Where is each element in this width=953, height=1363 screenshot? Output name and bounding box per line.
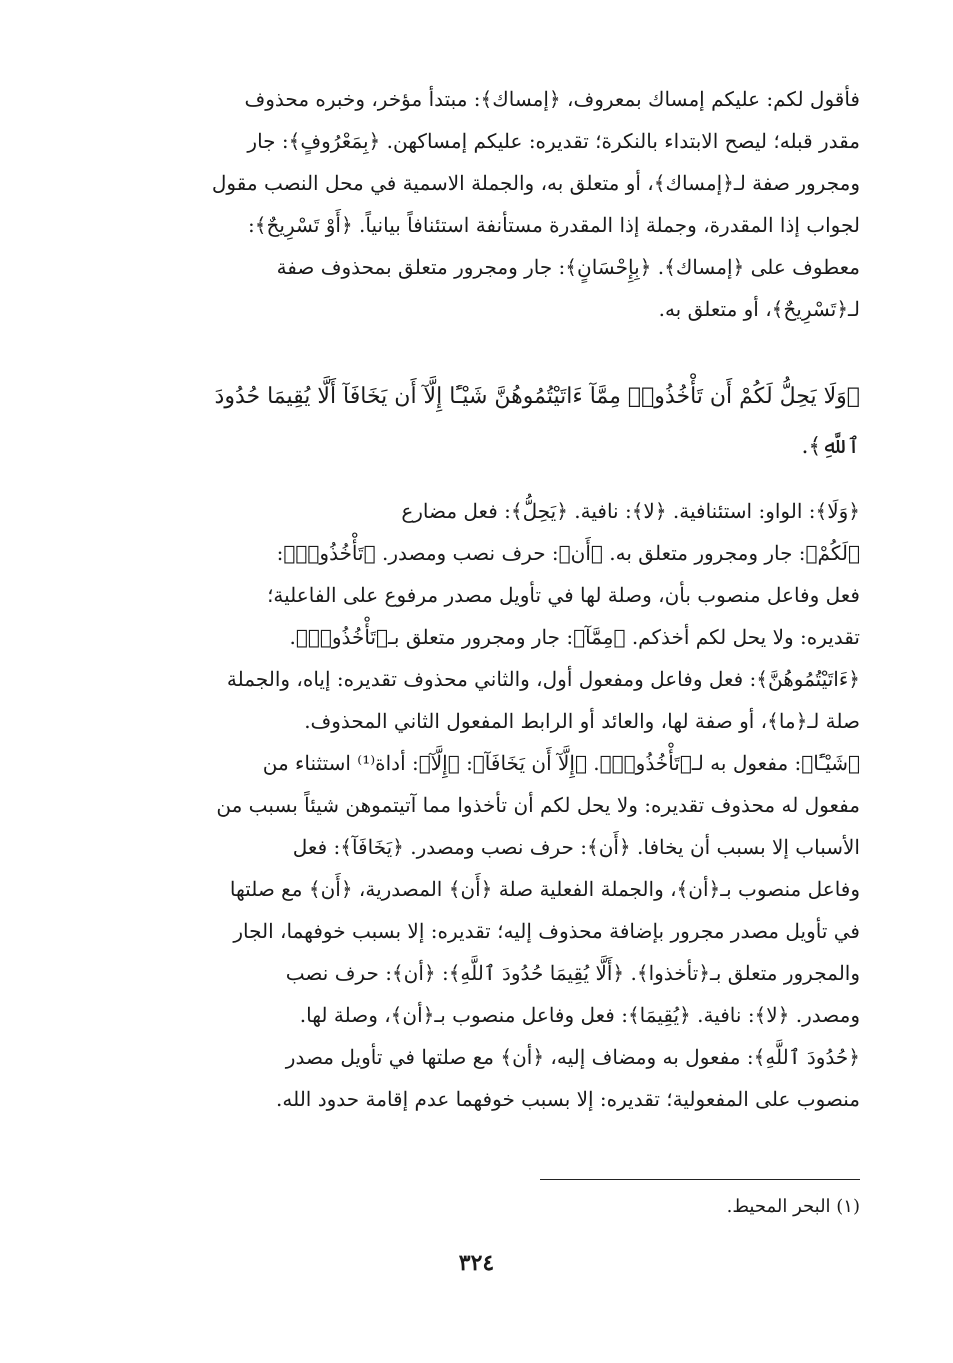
text-line: معطوف على ﴿إمساك﴾. ﴿بِإِحْسَانٍ﴾: جار ومجرور متعلق بمحذوف صفة (276, 255, 860, 279)
text-line: الأسباب إلا بسبب أن يخافا. ﴿أَن﴾: حرف نصب ومصدر. ﴿يَخَافَآ﴾: فعل (292, 835, 860, 859)
quran-verse (90, 372, 860, 472)
text-line: صلة لـ﴿ما﴾، أو صفة لها، والعائد أو الرابط المفعول الثاني المحذوف. (304, 709, 860, 733)
text-line: ومصدر. ﴿لا﴾: نافية. ﴿يُقِيمَا﴾: فعل وفاعل منصوب بـ﴿أن﴾، وصلة لها. (299, 1003, 860, 1027)
text-line: لـ﴿تَسْرِيحٌ﴾، أو متعلق به. (658, 297, 860, 321)
text-line: ﴿ءَاتَيْتُمُوهُنَّ﴾: فعل وفاعل ومفعول أول، والثاني محذوف تقديره: إياه، والجملة (226, 667, 860, 691)
text-line: والمجرور متعلق بـ﴿تأخذوا﴾. ﴿أَلَّا يُقِيمَا حُدُودَ ٱللَّهِ﴾: ﴿أن﴾: حرف نصب (285, 961, 860, 985)
text-line: لجواب إذا المقدرة، وجملة إذا المقدرة مستأنفة استئنافاً بيانياً. ﴿أَوْ تَسْرِيحٌ﴾: (248, 213, 860, 237)
footnote-separator (540, 1179, 860, 1180)
verse-line: ٱللَّهِ﴾. (801, 434, 860, 459)
text-line: ﴿حُدُودَ ٱللَّهِ﴾: مفعول به ومضاف إليه، ﴿أن﴾ مع صلتها في تأويل مصدر (285, 1045, 860, 1069)
text-line: فعل وفاعل منصوب بأن، وصلة لها في تأويل مصدر مرفوع على الفاعلية؛ (267, 583, 860, 607)
paragraph-grammar-analysis-1 (90, 78, 860, 330)
text-line: تقديره: ولا يحل لكم أخذكم. ﴿مِمَّآ﴾: جار ومجرور متعلق بـ﴿تَأْخُذُوا۟﴾. (289, 625, 860, 649)
text-line: منصوب على المفعولية؛ تقديره: إلا بسبب خوفهما عدم إقامة حدود الله. (276, 1087, 860, 1111)
text-line: في تأويل مصدر مجرور بإضافة محذوف إليه؛ تقديره: إلا بسبب خوفهما، الجار (233, 919, 860, 943)
footnote: (١) البحر المحيط. (726, 1196, 860, 1217)
text-line: فأقول لكم: عليكم إمساك بمعروف، ﴿إمساك﴾: مبتدأ مؤخر، وخبره محذوف (244, 87, 860, 111)
paragraph-grammar-analysis-2 (90, 490, 860, 1120)
text-line: ﴿وَلَا﴾: الواو: استئنافية. ﴿لا﴾: نافية. ﴿يَحِلُّ﴾: فعل مضارع (401, 499, 860, 523)
text-line: ومجرور صفة لـ﴿إمساك﴾، أو متعلق به، والجملة الاسمية في محل النصب مقول (211, 171, 860, 195)
page-number: ٣٢٤ (458, 1250, 495, 1276)
text-line: مقدر قبله؛ ليصح الابتداء بالنكرة؛ تقديره: عليكم إمساكهن. ﴿بِمَعْرُوفٍ﴾: جار (247, 129, 860, 153)
text-line: ﴿لَكُمْ﴾: جار ومجرور متعلق به. ﴿أَن﴾: حرف نصب ومصدر. ﴿تَأْخُذُوا۟﴾: (276, 541, 860, 565)
verse-line: ﴿وَلَا يَحِلُّ لَكُمْ أَن تَأْخُذُوا۟ مِمَّآ ءَاتَيْتُمُوهُنَّ شَيْـًٔا إِلَّآ أَن يَخَافَآ أَلَّا يُقِيمَا حُدُودَ (214, 384, 860, 409)
text-line: ﴿شَيْـًٔا﴾: مفعول به لـ﴿تَأْخُذُوا۟﴾. ﴿إِلَّآ أَن يَخَافَآ﴾: ﴿إِلَّآ﴾: أداة⁽¹⁾ استثناء من (262, 751, 860, 775)
text-line: وفاعل منصوب بـ﴿أن﴾، والجملة الفعلية صلة ﴿أَن﴾ المصدرية، ﴿أَن﴾ مع صلتها (229, 877, 860, 901)
text-line: مفعول له محذوف تقديره: ولا يحل لكم أن تأخذوا مما آتيتموهن شيئاً بسبب من (216, 793, 860, 817)
